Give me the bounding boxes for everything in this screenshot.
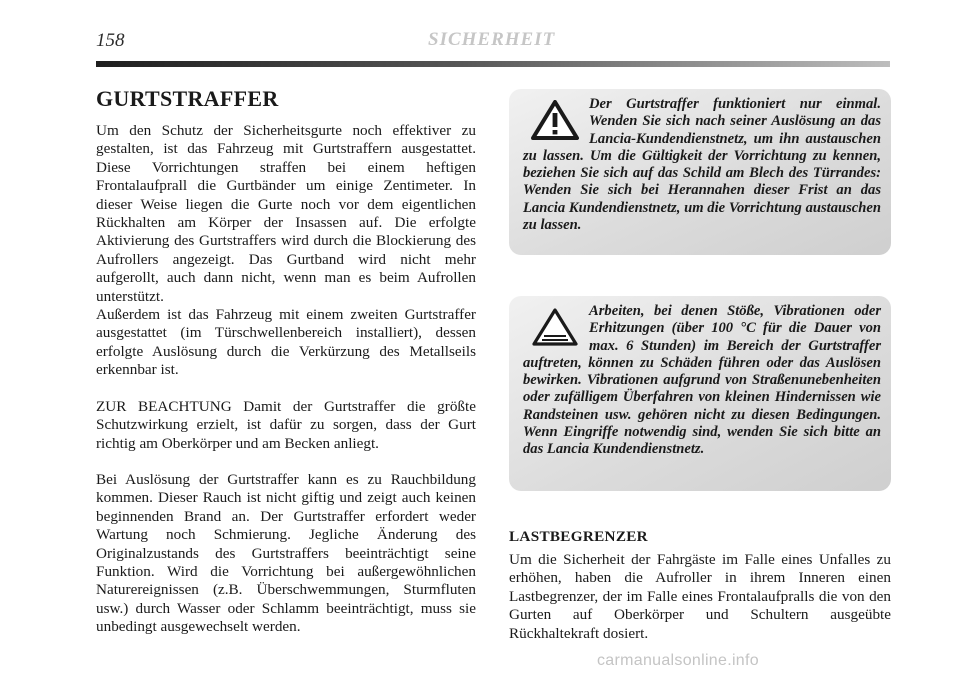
spacer <box>96 453 476 471</box>
warning-triangle-icon <box>531 100 579 140</box>
paragraph-intro: Um den Schutz der Sicherheitsgurte noch effektiver zu gestalten, ist das Fahrzeug mit Gurtstraffern ausgestattet. Diese Vorrichtungen straffen bei einem heftigen Frontalaufprall die Gurtbänder um einige Zentimeter. In dieser Weise liegen die Gurte noch vor dem eigentlichen Rückhalten am Körper der Insassen auf. Die erfolgte Aktivierung des Gurtstraffers wird durch die Blockierung des Aufrollers angezeigt. Das Gurtband wird nicht mehr aufgerollt, auch dann nicht, wenn man es beim Aufrollen unterstützt. <box>96 122 476 305</box>
warning-text-single-use: Der Gurtstraffer funktioniert nur einmal. Wenden Sie sich nach seiner Auslösung an das Lancia-Kundendienstnetz, um ihn austauschen zu lassen. Um die Gültigkeit der Vorrichtung zu kennen, beziehen Sie sich auf das Schild am Blech des Türrandes: Wenden Sie sich bei Herannahen dieser Frist an das Lancia Kundendienstnetz, um die Vorrichtung austauschen zu lassen. <box>523 96 881 234</box>
paragraph-smoke: Bei Auslösung der Gurtstraffer kann es zu Rauchbildung kommen. Dieser Rauch ist nicht giftig und zeigt auch keinen beginnenden Brand an. Der Gurtstraffer erfordert weder Wartung noch Schmierung. Jegliche Änderung des Originalzustands des Gurtstraffers beeinträchtigt seine Funktion. Wird die Vorrichtung bei außergewöhnlichen Naturereignissen (z.B. Überschwemmungen, Sturmfluten usw.) durch Wasser oder Schlamm beeinträchtigt, muss sie unbedingt ausgewechselt werden. <box>96 470 476 636</box>
right-column-text <box>509 528 891 643</box>
header-rule <box>96 61 890 67</box>
warning-text-vibrations: Arbeiten, bei denen Stöße, Vibrationen oder Erhitzungen (über 100 °C für die Dauer von max. 6 Stunden) im Bereich der Gurtstraffer auftreten, können zu Schäden führen oder das Auslösen bewirken. Vibrationen aufgrund von Straßenunebenheiten oder zufälligem Überfahren von kleinen Hindernissen wie Randsteinen usw. gehören nicht zu diesen Bedingungen. Wenn Eingriffe notwendig sind, wenden Sie sich bitte an das Lancia Kundendienstnetz. <box>523 303 881 458</box>
watermark: carmanualsonline.info <box>597 652 759 669</box>
paragraph-second-pretensioner: Außerdem ist das Fahrzeug mit einem zweiten Gurtstraffer ausgestattet (im Türschwellenbereich installiert), dessen erfolgte Auslösung durch die Verkürzung des Metallseils erkennbar ist. <box>96 306 476 379</box>
spacer <box>96 380 476 398</box>
warning-box-vibrations <box>509 296 891 491</box>
warning-box-single-use <box>509 89 891 255</box>
left-column <box>96 86 476 637</box>
paragraph-note: ZUR BEACHTUNG Damit der Gurtstraffer die größte Schutzwirkung erzielt, ist dafür zu sorgen, dass der Gurt richtig am Oberkörper und am Becken anliegt. <box>96 397 476 452</box>
subheading-lastbegrenzer: LASTBEGRENZER <box>509 528 648 545</box>
page-number: 158 <box>96 30 125 51</box>
warning-triangle-icon <box>531 307 579 347</box>
section-title: SICHERHEIT <box>428 29 556 50</box>
paragraph-load-limiter: Um die Sicherheit der Fahrgäste im Falle eines Unfalles zu erhöhen, haben die Aufroller in ihrem Inneren einen Lastbegrenzer, der im Falle eines Frontalaufpralls die von den Gurten auf Oberkörper und Schultern ausgeübte Rückhaltekraft dosiert. <box>509 551 891 642</box>
heading-gurtstraffer: GURTSTRAFFER <box>96 86 279 111</box>
